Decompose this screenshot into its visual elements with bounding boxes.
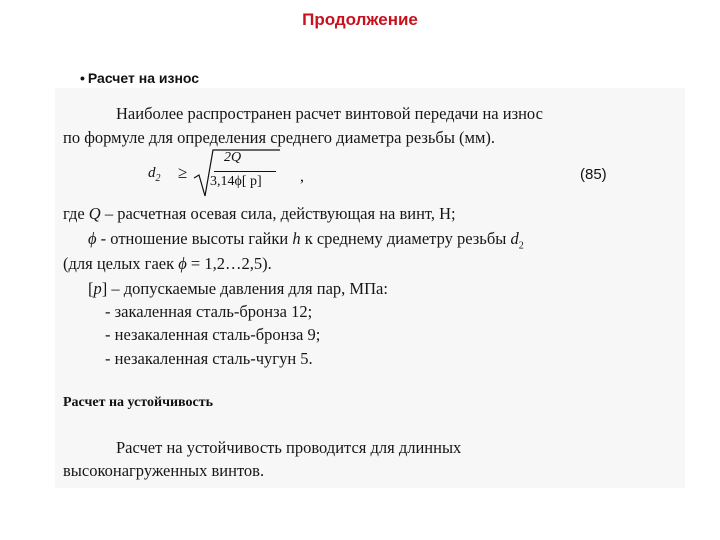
bullet-item (80, 70, 199, 86)
definition-q: где Q – расчетная осевая сила, действующая на винт, Н; (63, 204, 456, 223)
formula-comma: , (300, 168, 304, 185)
section-heading-stability: Расчет на устойчивость (63, 395, 214, 410)
fraction-bar (214, 171, 276, 172)
definition-p: [p] – допускаемые давления для пар, МПа: (88, 279, 388, 298)
formula-numerator: 2Q (224, 150, 242, 165)
intro-line-2: по формуле для определения среднего диаметра резьбы (мм). (63, 128, 496, 147)
formula-relation: ≥ (178, 163, 188, 182)
definition-phi-range: (для целых гаек ϕ = 1,2…2,5). (63, 254, 272, 273)
definition-phi: ϕ - отношение высоты гайки h к среднему диаметру резьбы $d_2$ (88, 229, 524, 252)
formula-85 (148, 148, 308, 200)
bullet-dot: • (80, 70, 85, 86)
pair-item: - незакаленная сталь-бронза 9; (105, 325, 321, 344)
stability-line-1: Расчет на устойчивость проводится для длинных (116, 438, 462, 457)
stability-line-2: высоконагруженных винтов. (63, 461, 265, 480)
intro-line-1: Наиболее распространен расчет винтовой передачи на износ (116, 104, 543, 123)
pair-item: - закаленная сталь-бронза 12; (105, 302, 313, 321)
page-title: Продолжение (302, 10, 418, 29)
formula-lhs: $d_2$ (148, 165, 161, 184)
pair-item: - незакаленная сталь-чугун 5. (105, 349, 313, 368)
bullet-label: Расчет на износ (87, 70, 200, 86)
formula-denominator: 3,14ϕ[ p] (210, 174, 262, 189)
equation-number: (85) (580, 166, 607, 183)
